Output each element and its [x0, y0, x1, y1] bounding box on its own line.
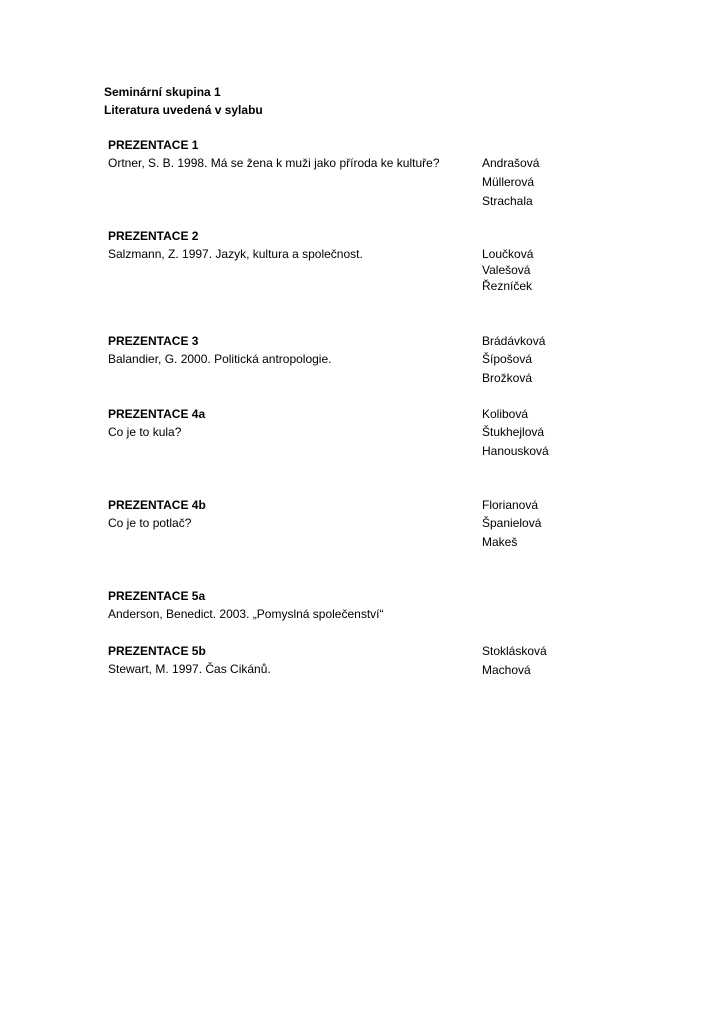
group-heading: Seminární skupina 1 [104, 85, 221, 99]
student-names [482, 497, 541, 550]
literature-entry: Co je to kula? [108, 425, 182, 439]
presentation-title: PREZENTACE 4a [108, 407, 206, 421]
presentation-title: PREZENTACE 3 [108, 334, 199, 348]
student-name: Makeš [482, 535, 518, 549]
presentation-title: PREZENTACE 2 [108, 229, 199, 243]
presentation-title: PREZENTACE 4b [108, 498, 206, 512]
literature-heading: Literatura uvedená v sylabu [104, 103, 263, 117]
student-name: Florianová [482, 498, 539, 512]
student-names [482, 155, 539, 209]
literature-entry: Stewart, M. 1997. Čas Cikánů. [108, 662, 271, 676]
student-name: Brádávková [482, 334, 546, 348]
student-name: Španielová [482, 516, 542, 530]
student-names [482, 643, 547, 678]
literature-entry: Co je to potlač? [108, 516, 192, 530]
student-name: Strachala [482, 194, 533, 208]
presentation-title: PREZENTACE 1 [108, 138, 199, 152]
presentation-title: PREZENTACE 5b [108, 644, 206, 658]
student-name: Müllerová [482, 175, 535, 189]
literature-entry: Anderson, Benedict. 2003. „Pomyslná společenství“ [108, 607, 384, 621]
student-name: Štukhejlová [482, 425, 545, 439]
student-name: Brožková [482, 371, 533, 385]
student-name: Kolibová [482, 407, 529, 421]
student-name: Loučková [482, 247, 534, 261]
student-name: Šípošová [482, 352, 533, 366]
student-names [482, 246, 533, 294]
literature-entry: Balandier, G. 2000. Politická antropologie. [108, 352, 332, 366]
student-name: Řezníček [482, 279, 533, 293]
student-names [482, 333, 545, 386]
student-name: Machová [482, 663, 531, 677]
student-names [482, 406, 549, 459]
student-name: Andrašová [482, 156, 540, 170]
literature-entry: Salzmann, Z. 1997. Jazyk, kultura a společnost. [108, 247, 363, 261]
student-name: Hanousková [482, 444, 549, 458]
literature-entry: Ortner, S. B. 1998. Má se žena k muži jako příroda ke kultuře? [108, 156, 440, 170]
student-name: Valešová [482, 263, 531, 277]
student-name: Stoklásková [482, 644, 547, 658]
presentation-title: PREZENTACE 5a [108, 589, 206, 603]
